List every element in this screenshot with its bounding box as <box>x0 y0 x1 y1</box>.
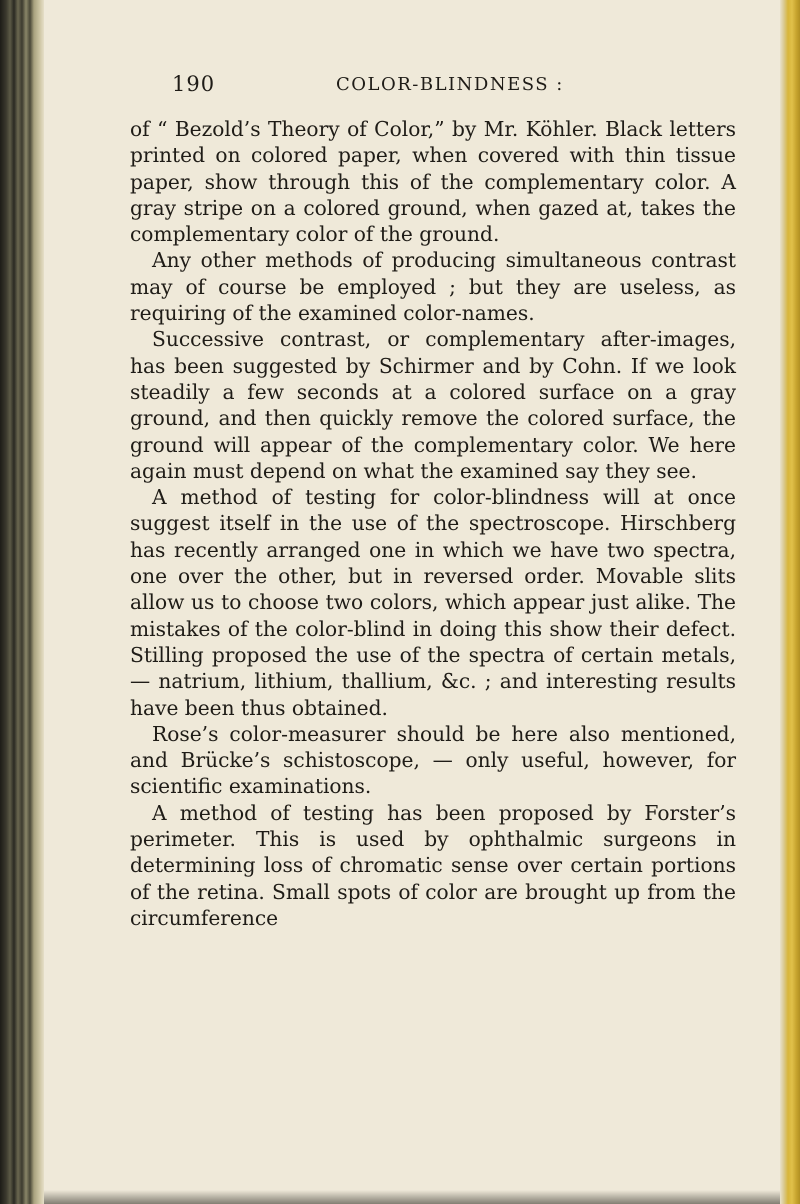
page-edge <box>780 0 800 1204</box>
bottom-shadow <box>44 1190 780 1204</box>
book-binding <box>0 0 44 1204</box>
body-text <box>130 116 736 931</box>
paragraph-perimeter: A method of testing has been proposed by Forster’s perimeter. This is used by ophthalmic surgeons in determining loss of chromatic sense over certain portions of the retina. Small spots of color are brought up from the circumference <box>130 800 736 930</box>
page-content <box>130 72 736 931</box>
paragraph-bezold: of “ Bezold’s Theory of Color,” by Mr. Köhler. Black letters printed on colored paper, when covered with thin tissue paper, show through this of the complementary color. A gray stripe on a colored ground, when gazed at, takes the complementary color of the ground. <box>130 117 736 247</box>
running-title: COLOR-BLINDNESS : <box>336 74 564 95</box>
paragraph-simultaneous-contrast: Any other methods of producing simultaneous contrast may of course be employed ; but they are useless, as requiring of the examined color-names. <box>130 248 736 326</box>
paragraph-spectroscope: A method of testing for color-blindness will at once suggest itself in the use of the spectroscope. Hirschberg has recently arranged one in which we have two spectra, one over the other, but in reversed order. Movable slits allow us to choose two colors, which appear just alike. The mistakes of the color-blind in doing this show their defect. Stilling proposed the use of the spectra of certain metals, — natrium, lithium, thallium, &c. ; and interesting results have been thus obtained. <box>130 485 736 720</box>
paragraph-color-measurer: Rose’s color-measurer should be here also mentioned, and Brücke’s schistoscope, — only useful, however, for scientific examinations. <box>130 721 736 799</box>
page-number: 190 <box>172 72 216 96</box>
paragraph-successive-contrast: Successive contrast, or complementary after-images, has been suggested by Schirmer and by Cohn. If we look steadily a few seconds at a colored surface on a gray ground, and then quickly remove the colored surface, the ground will appear of the complementary color. We here again must depend on what the examined say they see. <box>130 327 736 483</box>
running-head <box>130 72 736 104</box>
